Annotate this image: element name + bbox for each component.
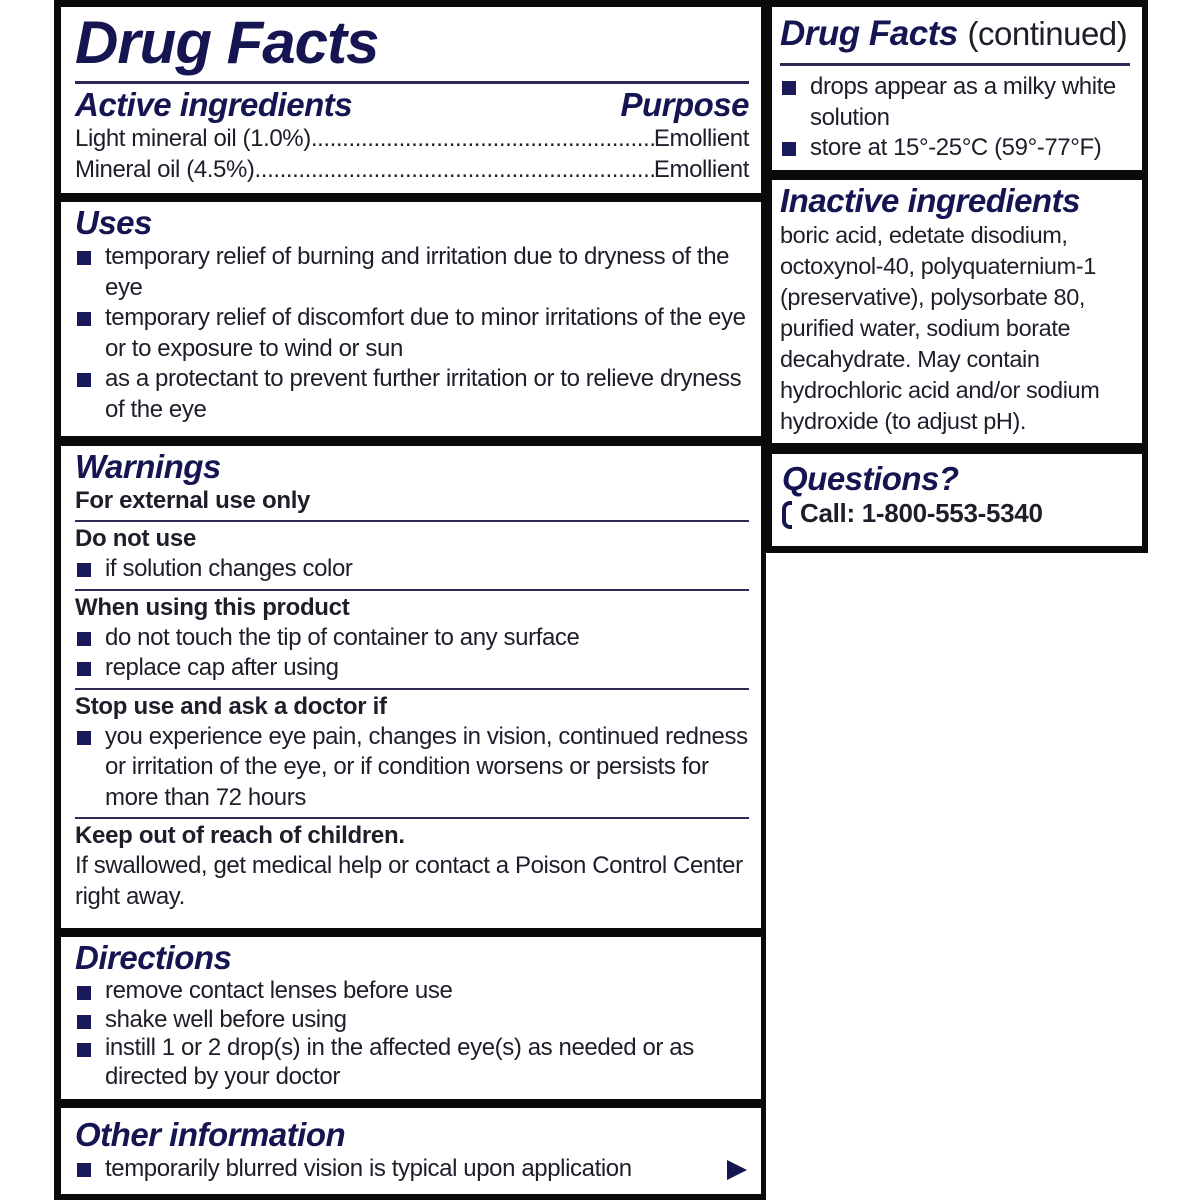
inactive-heading: Inactive ingredients xyxy=(780,182,1080,219)
divider xyxy=(75,817,749,819)
active-heading: Active ingredients xyxy=(75,86,353,123)
uses-heading: Uses xyxy=(75,204,152,241)
continue-arrow-icon xyxy=(727,1160,747,1180)
list-item: do not touch the tip of container to any surface xyxy=(75,623,749,654)
divider xyxy=(75,520,749,522)
ingredient-row: Light mineral oil (1.0%) ..... Emollient xyxy=(75,124,749,155)
purpose-heading: Purpose xyxy=(620,86,749,123)
list-item: shake well before using xyxy=(75,1006,749,1035)
questions-heading: Questions? xyxy=(782,460,959,497)
warnings-heading: Warnings xyxy=(75,448,221,485)
do-not-use-heading: Do not use xyxy=(75,525,196,552)
warnings-panel xyxy=(61,446,761,928)
questions-panel xyxy=(772,454,1142,546)
external-use-note: For external use only xyxy=(75,487,311,514)
phone-icon xyxy=(782,501,792,529)
divider xyxy=(75,688,749,690)
phone-line: Call: 1-800-553-5340 xyxy=(782,498,1130,529)
list-item: if solution changes color xyxy=(75,554,749,585)
active-ingredients-panel xyxy=(61,7,761,193)
list-item: drops appear as a milky white solution xyxy=(780,72,1130,133)
children-heading: Keep out of reach of children. xyxy=(75,822,405,849)
directions-heading: Directions xyxy=(75,939,232,976)
divider xyxy=(75,81,749,84)
children-text: If swallowed, get medical help or contact a Poison Control Center right away. xyxy=(75,852,743,910)
inactive-text: boric acid, edetate disodium, octoxynol-40, polyquaternium-1 (preservative), polysorbate 80, purified water, sodium borate decahydrate. May contain hydrochloric acid and/or sodium hydroxide (to adjust pH). xyxy=(780,222,1100,434)
list-item: temporarily blurred vision is typical upon application xyxy=(75,1154,749,1185)
directions-panel xyxy=(61,937,761,1099)
uses-panel xyxy=(61,202,761,436)
list-item: replace cap after using xyxy=(75,653,749,684)
divider xyxy=(780,63,1130,66)
when-using-heading: When using this product xyxy=(75,593,350,621)
inactive-ingredients-panel xyxy=(772,180,1142,443)
list-item: store at 15°-25°C (59°-77°F) xyxy=(780,133,1130,164)
page-title: Drug Facts xyxy=(75,9,379,76)
ingredient-row: Mineral oil (4.5%) ..... Emollient xyxy=(75,155,749,186)
list-item: instill 1 or 2 drop(s) in the affected eye(s) as needed or as directed by your doctor xyxy=(75,1034,749,1091)
list-item: as a protectant to prevent further irritation or to relieve dryness of the eye xyxy=(75,364,749,425)
continued-panel xyxy=(772,7,1142,170)
stop-use-heading: Stop use and ask a doctor if xyxy=(75,692,387,720)
list-item: you experience eye pain, changes in vision, continued redness or irritation of the eye, or if condition worsens or persists for more than 72 hours xyxy=(75,722,749,814)
divider xyxy=(75,589,749,591)
other-heading: Other information xyxy=(75,1116,346,1153)
continued-title: Drug Facts (continued) xyxy=(780,14,1128,53)
list-item: remove contact lenses before use xyxy=(75,977,749,1006)
list-item: temporary relief of discomfort due to minor irritations of the eye or to exposure to wind or sun xyxy=(75,303,749,364)
list-item: temporary relief of burning and irritation due to dryness of the eye xyxy=(75,242,749,303)
other-information-panel xyxy=(61,1108,761,1194)
